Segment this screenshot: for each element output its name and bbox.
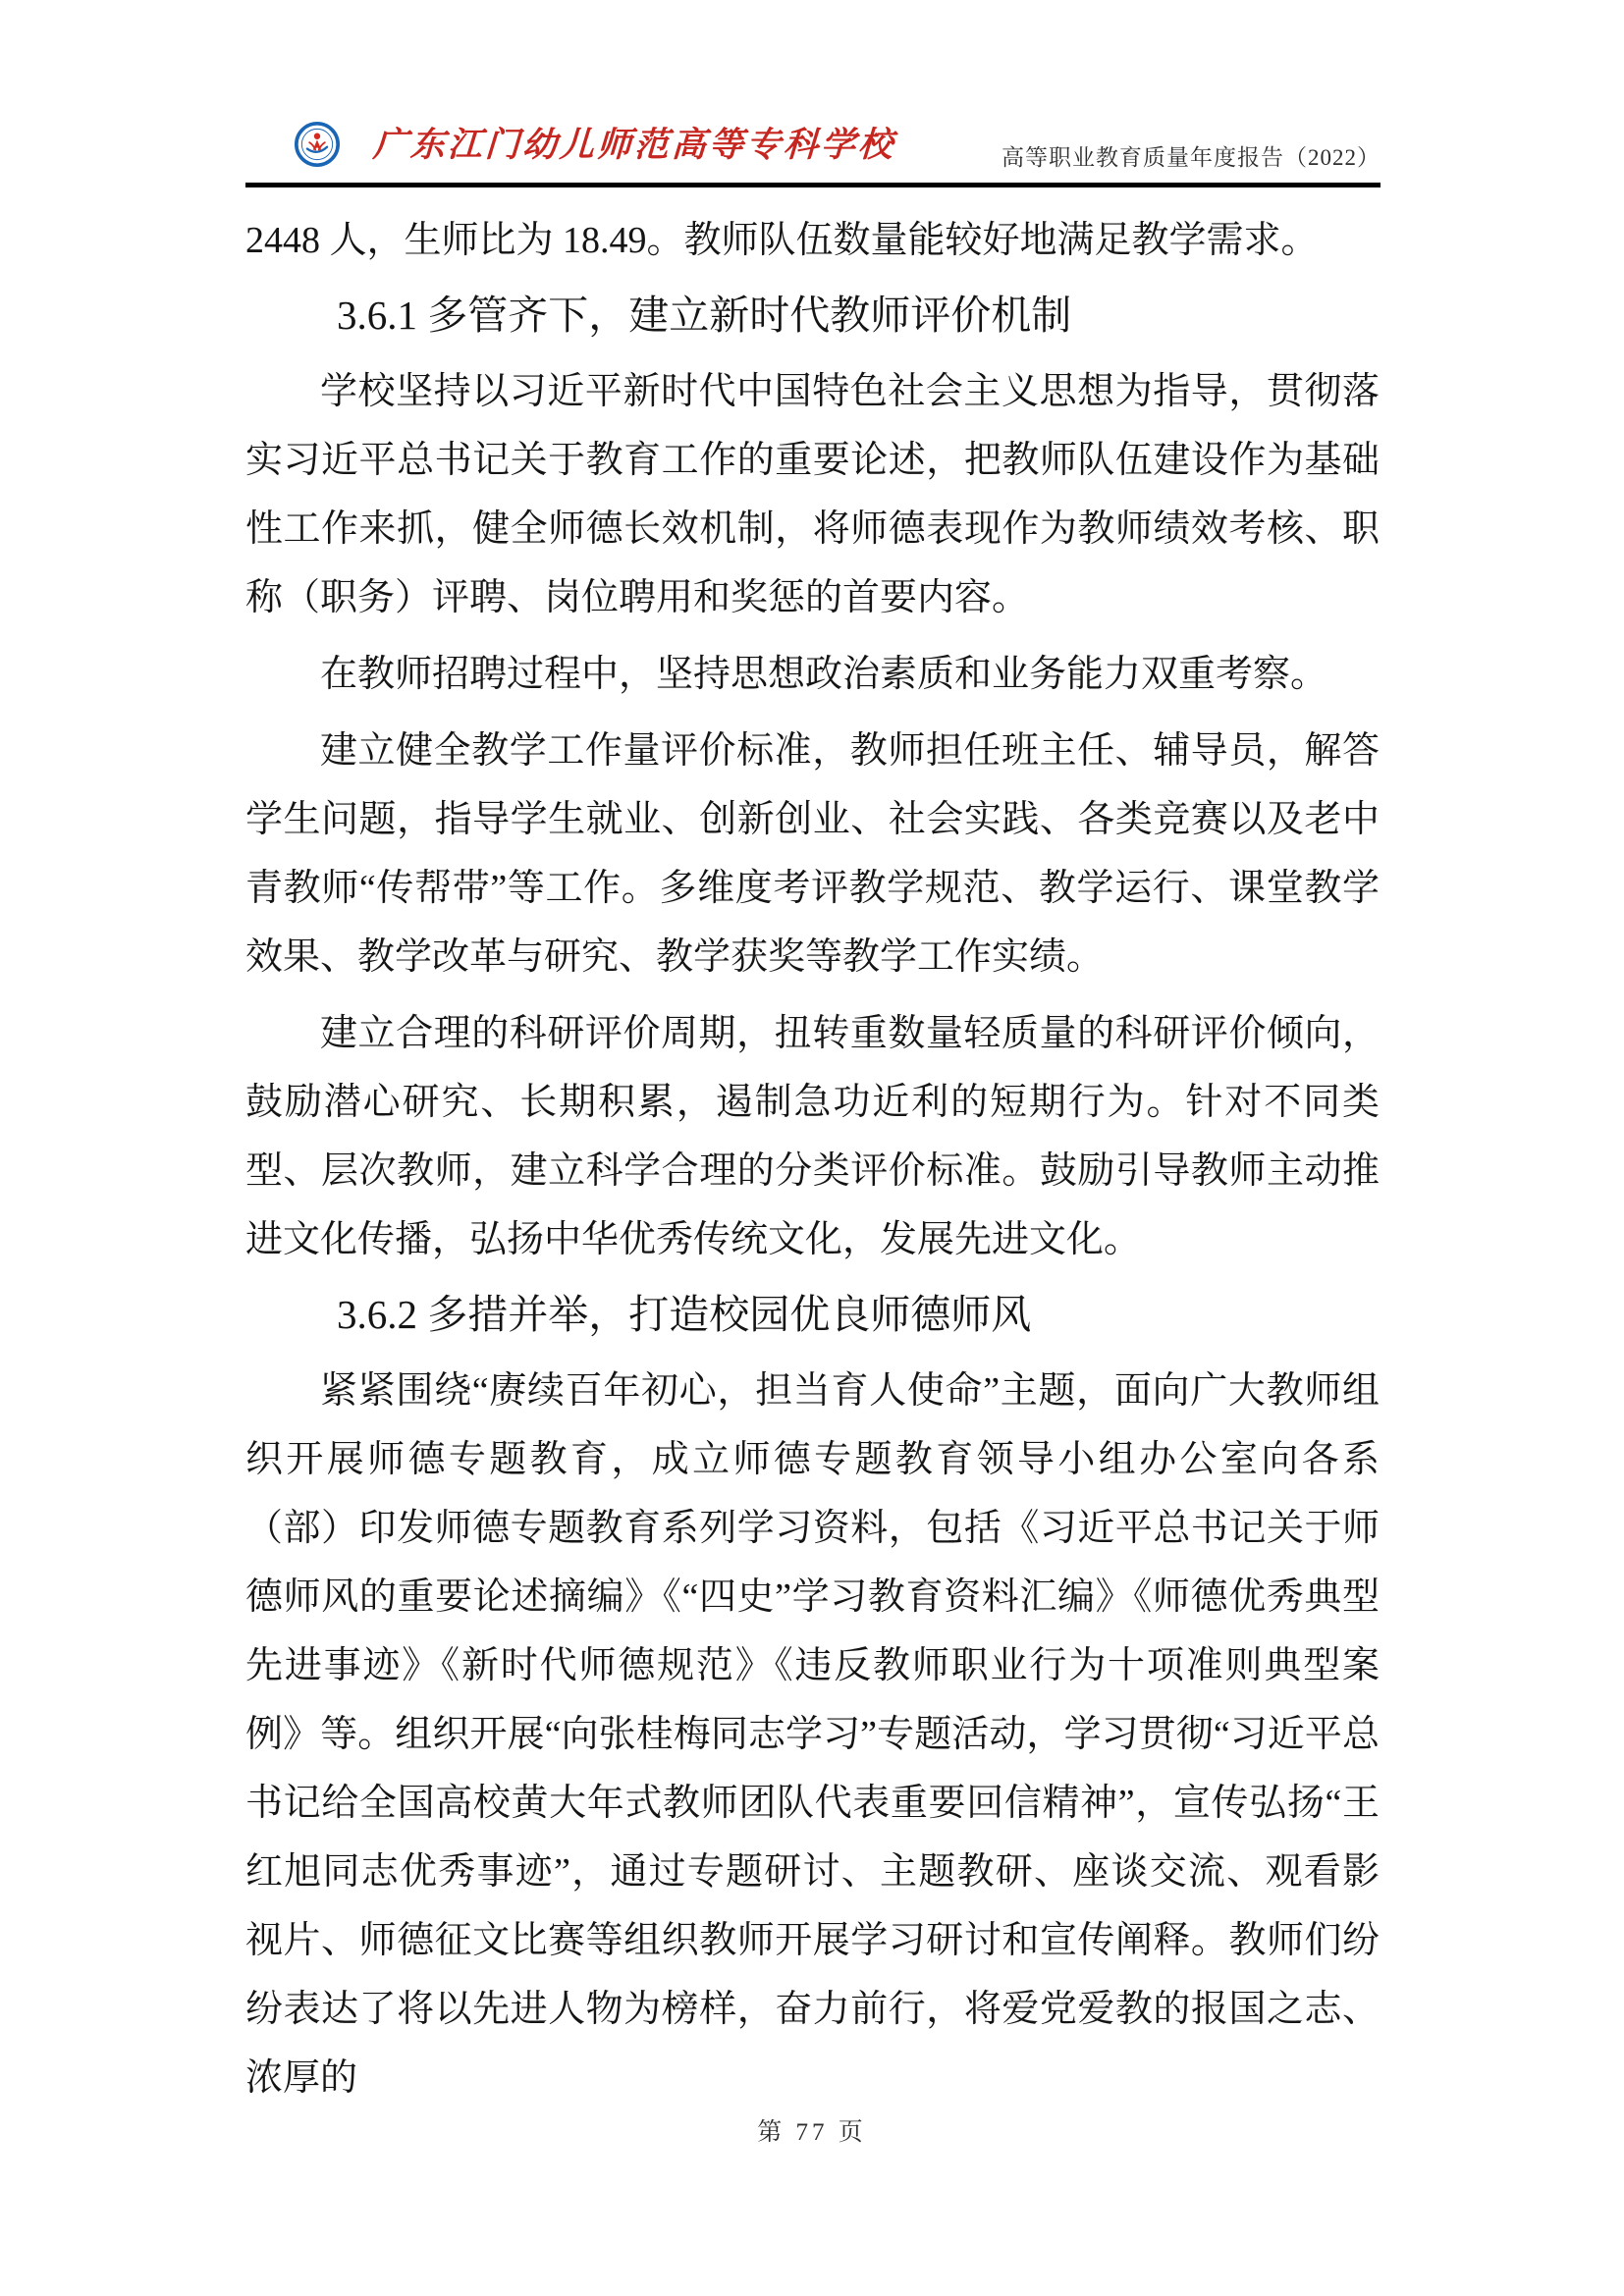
school-logo-icon xyxy=(295,122,340,167)
report-title: 高等职业教育质量年度报告（2022） xyxy=(1001,145,1380,170)
body-paragraph: 学校坚持以习近平新时代中国特色社会主义思想为指导，贯彻落实习近平总书记关于教育工作的重要论述，把教师队伍建设作为基础性工作来抓，健全师德长效机制，将师德表现作为教师绩效考核、职称（职务）评聘、岗位聘用和奖惩的首要内容。 xyxy=(245,371,1380,618)
body-paragraph: 建立合理的科研评价周期，扭转重数量轻质量的科研评价倾向，鼓励潜心研究、长期积累，遏制急功近利的短期行为。针对不同类型、层次教师，建立科学合理的分类评价标准。鼓励引导教师主动推进文化传播，弘扬中华优秀传统文化，发展先进文化。 xyxy=(245,1013,1380,1260)
header-brand xyxy=(245,122,895,183)
section-heading-3-6-1: 3.6.1 多管齐下，建立新时代教师评价机制 xyxy=(337,293,1072,338)
section-heading-3-6-2: 3.6.2 多措并举，打造校园优良师德师风 xyxy=(337,1292,1032,1337)
page-header xyxy=(245,0,1380,187)
page-body xyxy=(245,206,1380,2112)
page-number: 第 77 页 xyxy=(757,2119,867,2146)
school-name: 广东江门幼儿师范高等专科学校 xyxy=(371,125,897,164)
body-paragraph: 紧紧围绕“赓续百年初心，担当育人使命”主题，面向广大教师组织开展师德专题教育，成立师德专题教育领导小组办公室向各系（部）印发师德专题教育系列学习资料，包括《习近平总书记关于师德师风的重要论述摘编》《“四史”学习教育资料汇编》《师德优秀典型先进事迹》《新时代师德规范》《违反教师职业行为十项准则典型案例》等。组织开展“向张桂梅同志学习”专题活动，学习贯彻“习近平总书记给全国高校黄大年式教师团队代表重要回信精神”，宣传弘扬“王红旭同志优秀事迹”，通过专题研讨、主题教研、座谈交流、观看影视片、师德征文比赛等组织教师开展学习研讨和宣传阐释。教师们纷纷表达了将以先进人物为榜样，奋力前行，将爱党爱教的报国之志、浓厚的 xyxy=(245,1370,1380,2099)
page-footer xyxy=(0,2112,1624,2148)
body-paragraph: 在教师招聘过程中，坚持思想政治素质和业务能力双重考察。 xyxy=(320,654,1328,695)
paragraph-continuation: 2448 人，生师比为 18.49。教师队伍数量能较好地满足教学需求。 xyxy=(245,220,1319,261)
body-paragraph: 建立健全教学工作量评价标准，教师担任班主任、辅导员，解答学生问题，指导学生就业、创新创业、社会实践、各类竞赛以及老中青教师“传帮带”等工作。多维度考评教学规范、教学运行、课堂教学效果、教学改革与研究、教学获奖等教学工作实绩。 xyxy=(245,730,1380,978)
